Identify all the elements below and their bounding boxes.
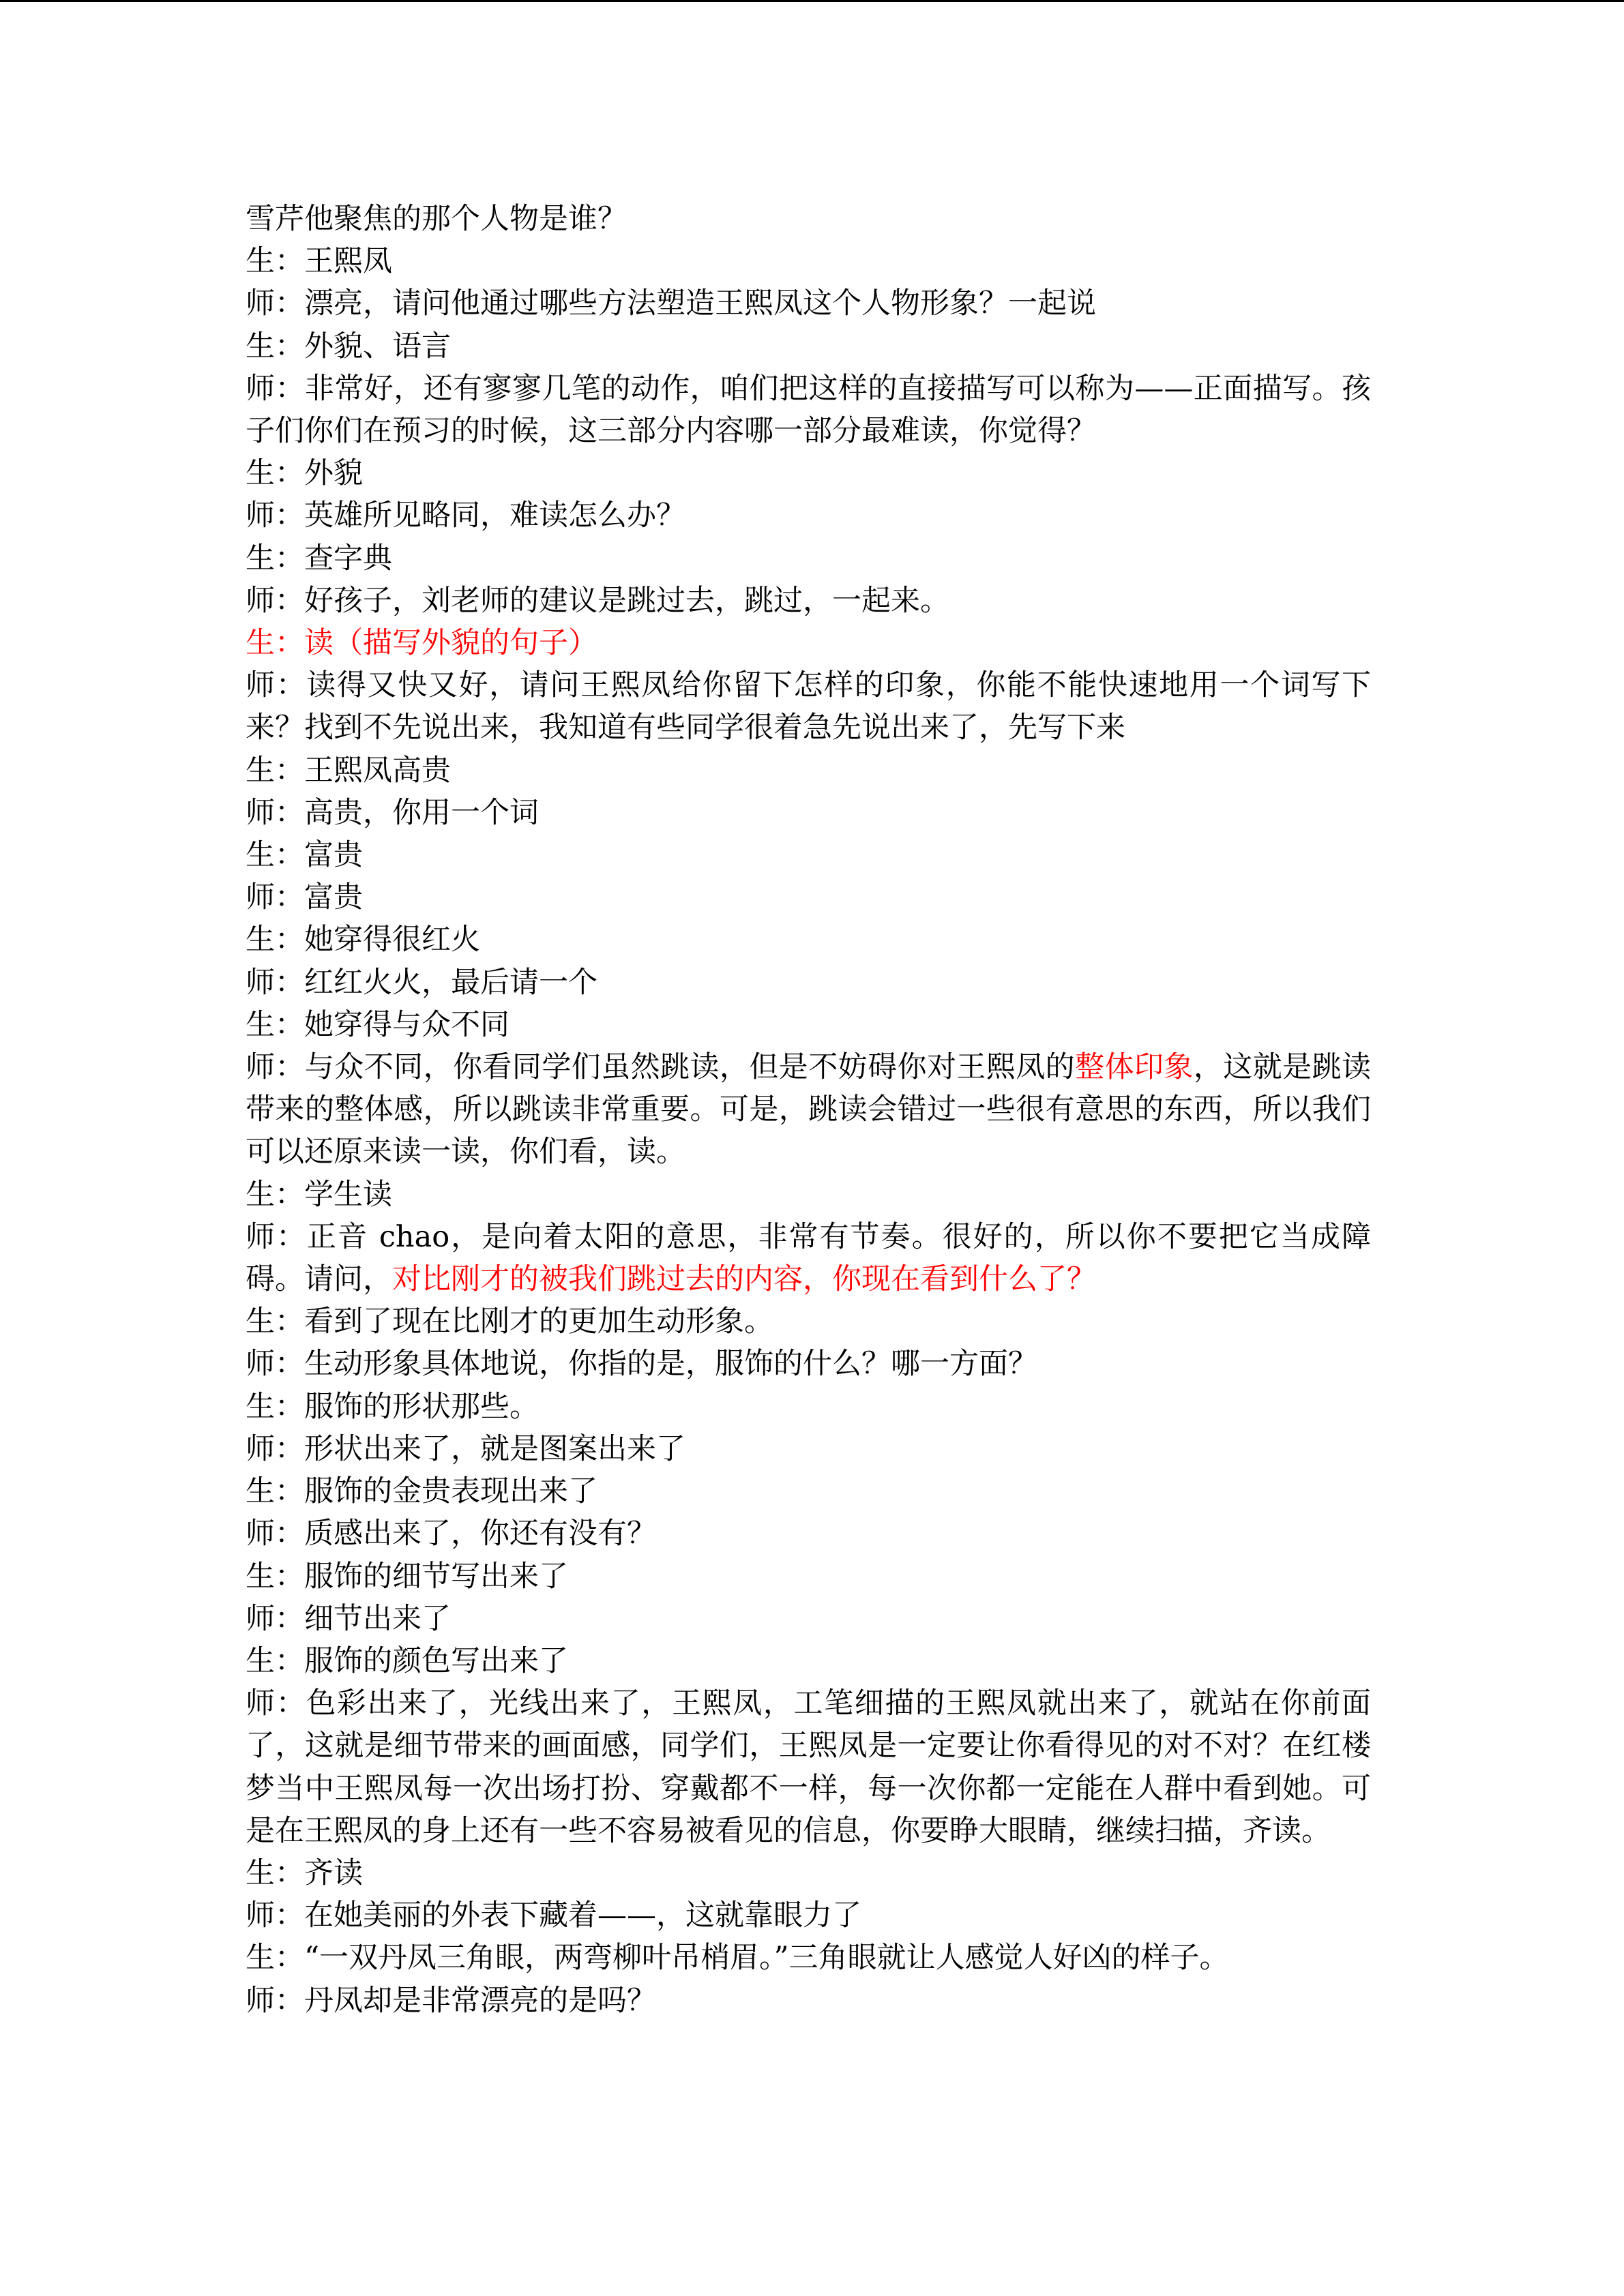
line-text: 师：与众不同，你看同学们虽然跳读，但是不妨碍你对王熙凤的 <box>246 1050 1076 1085</box>
transcript-line <box>246 1937 1371 1979</box>
transcript-line <box>246 1046 1371 1174</box>
transcript-line <box>246 622 1371 664</box>
transcript-line <box>246 1428 1371 1470</box>
transcript-line <box>246 1852 1371 1894</box>
line-text: 师：细节出来了 <box>246 1601 451 1636</box>
line-text: 师：色彩出来了，光线出来了，王熙凤，工笔细描的王熙凤就出来了，就站在你前面了，这就是细节带来的画面感，同学们，王熙凤是一定要让你看得见的对不对？在红楼梦当中王熙凤每一次出场打扮、穿戴都不一样，每一次你都一定能在人群中看到她。可是在王熙凤的身上还有一些不容易被看见的信息，你要睁大眼睛，继续扫描，齐读。 <box>246 1686 1371 1848</box>
transcript-line <box>246 1343 1371 1385</box>
line-text: 生：服饰的颜色写出来了 <box>246 1643 568 1678</box>
transcript-line <box>246 325 1371 368</box>
transcript-line <box>246 1512 1371 1555</box>
line-text: 师：好孩子，刘老师的建议是跳过去，跳过，一起来。 <box>246 583 949 618</box>
line-text: 生：“一双丹凤三角眼，两弯柳叶吊梢眉。”三角眼就让人感觉人好凶的样子。 <box>246 1941 1229 1976</box>
transcript-line <box>246 240 1371 282</box>
transcript-line <box>246 537 1371 580</box>
line-text: ，这就是跳读带来的整体感，所以跳读非常重要。可是，跳读会错过一些很有意思的东西，所以我们可以还原来读一读，你们看，读。 <box>246 1050 1372 1169</box>
line-text: 生：查字典 <box>246 541 392 576</box>
line-text: 生：服饰的金贵表现出来了 <box>246 1474 597 1509</box>
transcript-line <box>246 1894 1371 1937</box>
transcript-line <box>246 1980 1371 2022</box>
transcript-line <box>246 1386 1371 1428</box>
transcript-line <box>246 1216 1371 1300</box>
transcript-line <box>246 494 1371 537</box>
line-text: 生：看到了现在比刚才的更加生动形象。 <box>246 1304 773 1339</box>
line-text: 生：服饰的形状那些。 <box>246 1389 539 1424</box>
transcript-line <box>246 961 1371 1004</box>
line-text: 生：她穿得很红火 <box>246 923 480 957</box>
transcript-line <box>246 1640 1371 1682</box>
line-text: 生：她穿得与众不同 <box>246 1007 510 1042</box>
transcript-line <box>246 792 1371 834</box>
transcript-line <box>246 1174 1371 1216</box>
transcript-line <box>246 1598 1371 1640</box>
line-text: 师：红红火火，最后请一个 <box>246 965 597 1000</box>
line-text: 师：读得又快又好，请问王熙凤给你留下怎样的印象，你能不能快速地用一个词写下来？找到不先说出来，我知道有些同学很着急先说出来了，先写下来 <box>246 668 1371 745</box>
transcript-body <box>246 198 1371 2022</box>
transcript-line <box>246 1470 1371 1512</box>
line-text: 师：英雄所见略同，难读怎么办？ <box>246 498 685 533</box>
transcript-line <box>246 749 1371 792</box>
line-text: 雪芹他聚焦的那个人物是谁？ <box>246 202 627 236</box>
highlighted-text: 生：读（描写外貌的句子） <box>246 626 597 661</box>
transcript-line <box>246 368 1371 452</box>
transcript-line <box>246 452 1371 494</box>
transcript-line <box>246 876 1371 919</box>
highlighted-text: 整体印象 <box>1075 1050 1194 1085</box>
line-text: 师：在她美丽的外表下藏着——，这就靠眼力了 <box>246 1898 861 1933</box>
transcript-line <box>246 1004 1371 1046</box>
line-text: 师：漂亮，请问他通过哪些方法塑造王熙凤这个人物形象？一起说 <box>246 286 1096 321</box>
transcript-line <box>246 198 1371 240</box>
line-text: 师：非常好，还有寥寥几笔的动作，咱们把这样的直接描写可以称为——正面描写。孩子们你们在预习的时候，这三部分内容哪一部分最难读，你觉得？ <box>246 371 1371 449</box>
line-text: 生：学生读 <box>246 1177 392 1212</box>
transcript-line <box>246 834 1371 876</box>
line-text: 师：高贵，你用一个词 <box>246 795 539 830</box>
transcript-line <box>246 1555 1371 1598</box>
line-text: 生：王熙凤 <box>246 244 392 279</box>
line-text: 师：丹凤却是非常漂亮的是吗？ <box>246 1983 656 2018</box>
transcript-line <box>246 282 1371 325</box>
line-text: 师：富贵 <box>246 880 363 915</box>
line-text: 生：齐读 <box>246 1855 363 1890</box>
line-text: 生：外貌 <box>246 456 363 491</box>
line-text: 师：质感出来了，你还有没有？ <box>246 1517 656 1551</box>
transcript-line <box>246 1682 1371 1852</box>
line-text: 师：正音 chao，是向着太阳的意思，非常有节奏。很好的，所以你不要把它当成障碍。请问， <box>246 1219 1371 1297</box>
line-text: 生：王熙凤高贵 <box>246 753 451 788</box>
transcript-line <box>246 1300 1371 1343</box>
highlighted-text: 对比刚才的被我们跳过去的内容，你现在看到什么了？ <box>392 1262 1096 1297</box>
transcript-line <box>246 664 1371 749</box>
line-text: 生：外貌、语言 <box>246 329 451 363</box>
transcript-line <box>246 919 1371 961</box>
transcript-line <box>246 580 1371 622</box>
line-text: 生：服饰的细节写出来了 <box>246 1559 568 1594</box>
line-text: 生：富贵 <box>246 838 363 873</box>
line-text: 师：形状出来了，就是图案出来了 <box>246 1431 685 1466</box>
line-text: 师：生动形象具体地说，你指的是，服饰的什么？哪一方面？ <box>246 1347 1037 1382</box>
